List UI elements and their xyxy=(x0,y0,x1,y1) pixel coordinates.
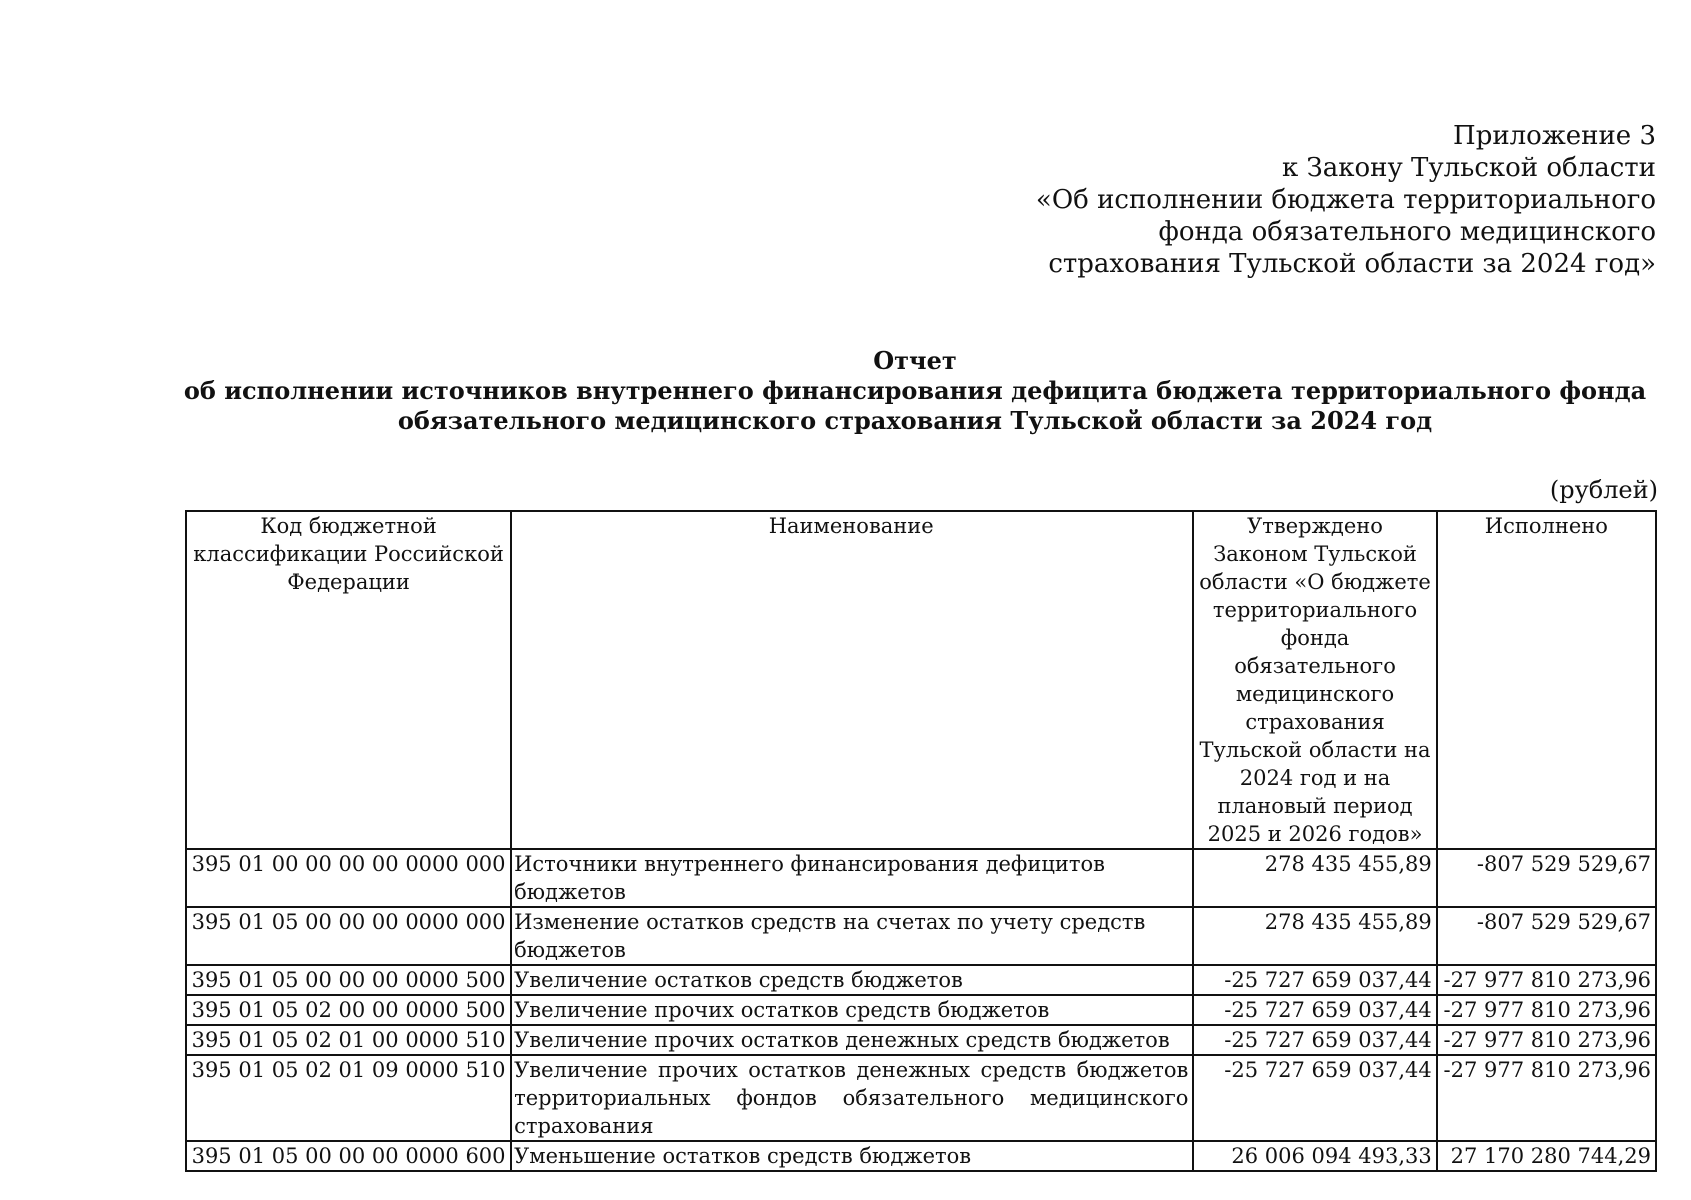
row-approved: 26 006 094 493,33 xyxy=(1193,1141,1436,1171)
row-executed: -27 977 810 273,96 xyxy=(1437,965,1656,995)
row-code: 395 01 05 02 01 00 0000 510 xyxy=(186,1025,511,1055)
report-subtitle-line2: обязательного медицинского страхования Тульской области за 2024 год xyxy=(397,406,1433,435)
report-title: Отчет xyxy=(873,346,957,375)
table-row xyxy=(186,995,1656,1025)
row-code: 395 01 05 00 00 00 0000 600 xyxy=(186,1141,511,1171)
appendix-line: страхования Тульской области за 2024 год» xyxy=(1048,249,1656,279)
row-code: 395 01 05 00 00 00 0000 500 xyxy=(186,965,511,995)
units-label: (рублей) xyxy=(1549,476,1658,504)
header-executed: Исполнено xyxy=(1437,511,1656,849)
row-approved: -25 727 659 037,44 xyxy=(1193,1025,1436,1055)
appendix-line: «Об исполнении бюджета территориального xyxy=(1035,185,1656,215)
row-name: Изменение остатков средств на счетах по учету средств бюджетов xyxy=(511,907,1193,965)
table-row xyxy=(186,1141,1656,1171)
row-executed: -27 977 810 273,96 xyxy=(1437,1025,1656,1055)
row-approved: 278 435 455,89 xyxy=(1193,907,1436,965)
row-name: Уменьшение остатков средств бюджетов xyxy=(511,1141,1193,1171)
appendix-line: Приложение 3 xyxy=(1453,121,1656,151)
row-executed: -27 977 810 273,96 xyxy=(1437,1055,1656,1141)
table-header-row xyxy=(186,511,1656,849)
row-approved: 278 435 455,89 xyxy=(1193,849,1436,907)
row-executed: -27 977 810 273,96 xyxy=(1437,995,1656,1025)
report-subtitle-line1: об исполнении источников внутреннего финансирования дефицита бюджета территориального фонда xyxy=(183,376,1647,405)
header-name: Наименование xyxy=(511,511,1193,849)
row-approved: -25 727 659 037,44 xyxy=(1193,995,1436,1025)
appendix-line: к Закону Тульской области xyxy=(1282,153,1656,183)
row-executed: -807 529 529,67 xyxy=(1437,907,1656,965)
row-code: 395 01 05 00 00 00 0000 000 xyxy=(186,907,511,965)
appendix-line: фонда обязательного медицинского xyxy=(1158,217,1656,247)
sources-table xyxy=(185,510,1657,1172)
table-row xyxy=(186,849,1656,907)
row-code: 395 01 05 02 00 00 0000 500 xyxy=(186,995,511,1025)
header-approved: Утверждено Законом Тульской области «О бюджете территориального фонда обязательного медицинского страхования Тульской области на 2024 год и на плановый период 2025 и 2026 годов» xyxy=(1193,511,1436,849)
appendix-block xyxy=(956,120,1656,280)
row-code: 395 01 05 02 01 09 0000 510 xyxy=(186,1055,511,1141)
row-name: Увеличение прочих остатков средств бюджетов xyxy=(511,995,1193,1025)
report-title-block xyxy=(180,346,1650,436)
row-code: 395 01 00 00 00 00 0000 000 xyxy=(186,849,511,907)
row-name: Увеличение остатков средств бюджетов xyxy=(511,965,1193,995)
table-row xyxy=(186,1055,1656,1141)
table-row xyxy=(186,1025,1656,1055)
row-approved: -25 727 659 037,44 xyxy=(1193,1055,1436,1141)
row-name: Увеличение прочих остатков денежных средств бюджетов территориальных фондов обязательного медицинского страхования xyxy=(511,1055,1193,1141)
table-row xyxy=(186,907,1656,965)
row-name: Источники внутреннего финансирования дефицитов бюджетов xyxy=(511,849,1193,907)
row-executed: -807 529 529,67 xyxy=(1437,849,1656,907)
header-code: Код бюджетной классификации Российской Федерации xyxy=(186,511,511,849)
row-name: Увеличение прочих остатков денежных средств бюджетов xyxy=(511,1025,1193,1055)
row-executed: 27 170 280 744,29 xyxy=(1437,1141,1656,1171)
table-row xyxy=(186,965,1656,995)
row-approved: -25 727 659 037,44 xyxy=(1193,965,1436,995)
